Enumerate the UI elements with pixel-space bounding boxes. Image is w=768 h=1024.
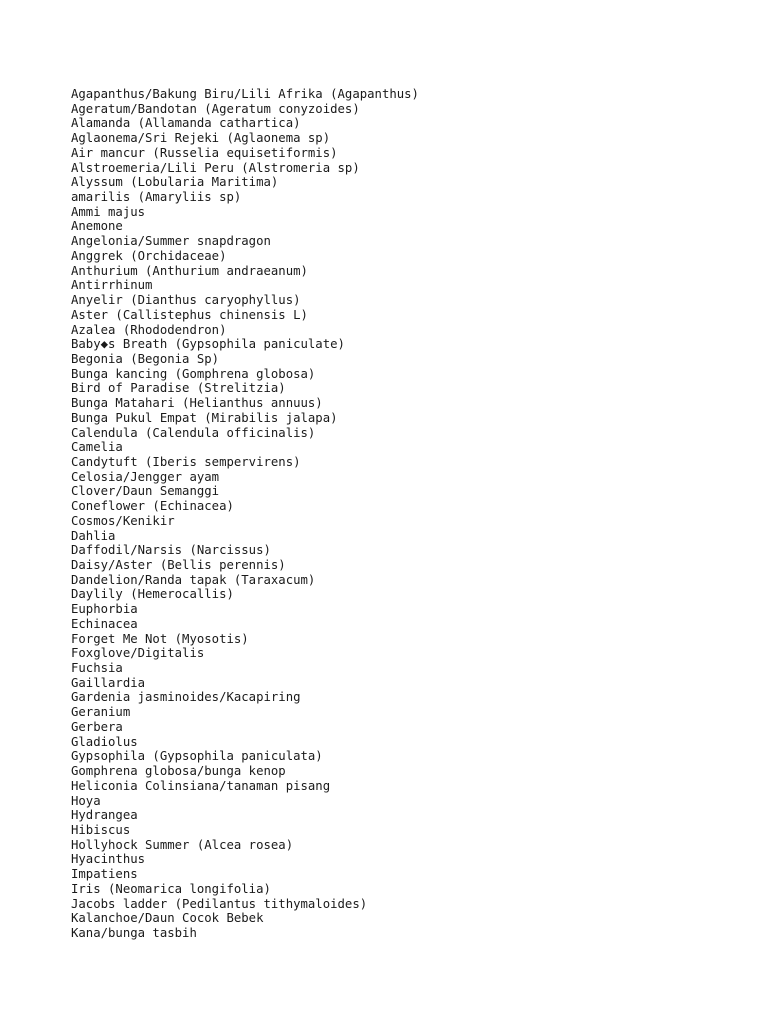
list-item: Kana/bunga tasbih — [71, 925, 197, 940]
list-item: Aglaonema/Sri Rejeki (Aglaonema sp) — [71, 131, 331, 146]
list-item: amarilis (Amaryliis sp) — [71, 190, 242, 205]
list-item: Anemone — [71, 219, 123, 234]
list-item: Euphorbia — [71, 602, 138, 617]
list-item: Alyssum (Lobularia Maritima) — [71, 175, 279, 190]
list-item: Heliconia Colinsiana/tanaman pisang — [71, 778, 331, 793]
list-item: Ammi majus — [71, 204, 146, 219]
list-item: Gypsophila (Gypsophila paniculata) — [71, 749, 323, 764]
list-item: Gaillardia — [71, 675, 146, 690]
list-item: Candytuft (Iberis sempervirens) — [71, 454, 301, 469]
list-item: Cosmos/Kenikir — [71, 513, 175, 528]
list-item: Clover/Daun Semanggi — [71, 484, 220, 499]
list-item: Ageratum/Bandotan (Ageratum conyzoides) — [71, 101, 360, 116]
list-item: Agapanthus/Bakung Biru/Lili Afrika (Agapanthus) — [71, 87, 419, 101]
list-item: Anthurium (Anthurium andraeanum) — [71, 263, 308, 278]
list-item: Hibiscus — [71, 822, 131, 837]
list-item: Geranium — [71, 705, 131, 720]
list-item: Alstroemeria/Lili Peru (Alstromeria sp) — [71, 160, 360, 175]
list-item: Anyelir (Dianthus caryophyllus) — [71, 293, 301, 308]
list-item: Anggrek (Orchidaceae) — [71, 248, 227, 263]
list-item: Impatiens — [71, 867, 138, 882]
list-item: Angelonia/Summer snapdragon — [71, 234, 271, 249]
list-item: Forget Me Not (Myosotis) — [71, 631, 249, 646]
list-item: Kalanchoe/Daun Cocok Bebek — [71, 911, 264, 926]
list-item: Coneflower (Echinacea) — [71, 499, 234, 514]
list-item: Bunga Pukul Empat (Mirabilis jalapa) — [71, 410, 338, 425]
list-item: Daffodil/Narsis (Narcissus) — [71, 543, 271, 558]
list-item: Foxglove/Digitalis — [71, 646, 205, 661]
list-item: Begonia (Begonia Sp) — [71, 351, 220, 366]
list-item: Hoya — [71, 793, 101, 808]
list-item: Bird of Paradise (Strelitzia) — [71, 381, 286, 396]
list-item: Azalea (Rhododendron) — [71, 322, 227, 337]
list-item: Dahlia — [71, 528, 116, 543]
list-item: Hydrangea — [71, 808, 138, 823]
list-item: Bunga kancing (Gomphrena globosa) — [71, 366, 316, 381]
list-item: Baby◆s Breath (Gypsophila paniculate) — [71, 337, 345, 352]
list-item: Gerbera — [71, 719, 123, 734]
list-item: Gardenia jasminoides/Kacapiring — [71, 690, 301, 705]
list-item: Hollyhock Summer (Alcea rosea) — [71, 837, 294, 852]
list-item: Calendula (Calendula officinalis) — [71, 425, 316, 440]
list-item: Iris (Neomarica longifolia) — [71, 881, 271, 896]
list-item: Daisy/Aster (Bellis perennis) — [71, 558, 286, 572]
list-item: Celosia/Jengger ayam — [71, 469, 220, 484]
list-item: Fuchsia — [71, 661, 123, 676]
list-item: Alamanda (Allamanda cathartica) — [71, 116, 301, 131]
list-item: Hyacinthus — [71, 852, 146, 867]
list-item: Antirrhinum — [71, 278, 153, 293]
plant-name-list — [71, 87, 419, 941]
list-item: Air mancur (Russelia equisetiformis) — [71, 145, 338, 160]
list-item: Daylily (Hemerocallis) — [71, 587, 234, 602]
list-item: Aster (Callistephus chinensis L) — [71, 307, 308, 322]
list-item: Gladiolus — [71, 734, 138, 749]
list-item: Dandelion/Randa tapak (Taraxacum) — [71, 572, 316, 587]
list-item: Bunga Matahari (Helianthus annuus) — [71, 396, 323, 411]
list-item: Gomphrena globosa/bunga kenop — [71, 764, 286, 779]
list-item: Camelia — [71, 440, 123, 455]
list-item: Jacobs ladder (Pedilantus tithymaloides) — [71, 896, 368, 911]
list-item: Echinacea — [71, 616, 138, 631]
